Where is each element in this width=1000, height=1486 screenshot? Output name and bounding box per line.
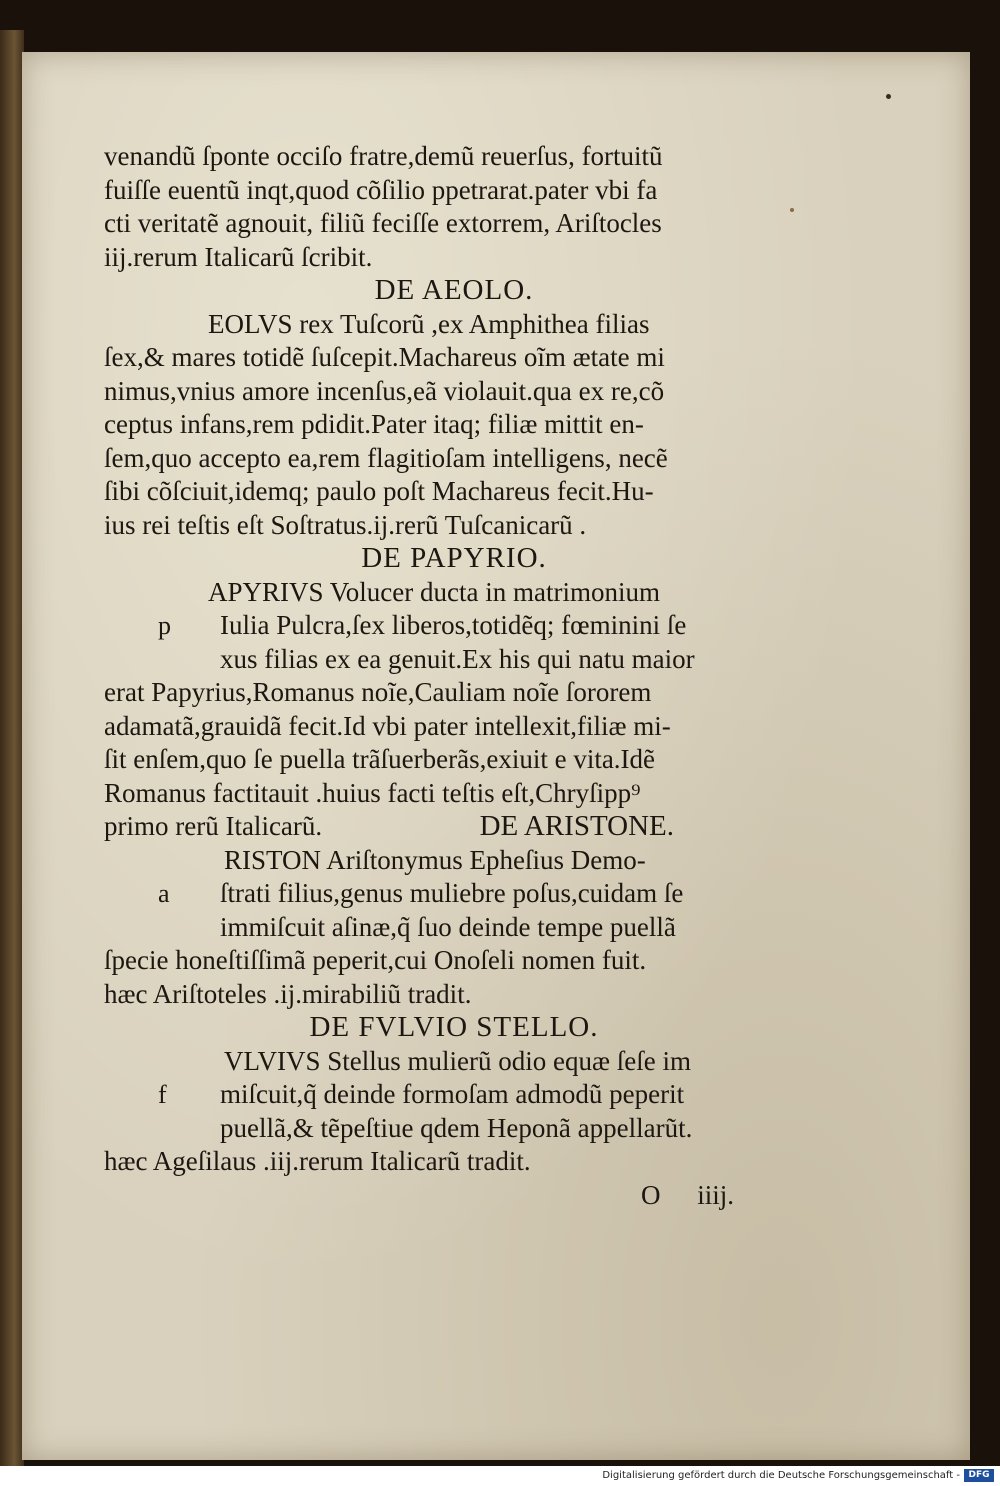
paper-spot	[790, 208, 794, 212]
guide-letter: a	[158, 879, 170, 908]
text-line: ſex,& mares totidẽ ſuſcepit.Machareus oĩm ætate mi	[104, 342, 665, 372]
text-line: erat Papyrius,Romanus noĩe,Cauliam noĩe ſororem	[104, 677, 652, 707]
text-line-content: Iulia Pulcra,ſex liberos,totidẽq; fœminini ſe	[220, 610, 687, 640]
text-line: puellã,& tẽpeſtiue qdem Heponã appellarũt.	[220, 1112, 693, 1143]
section-heading: DE AEOLO.	[374, 274, 534, 306]
text-line: ceptus infans,rem pdidit.Pater itaq; filiæ mittit en-	[104, 409, 644, 439]
text-line: ſpecie honeſtiſſimã peperit,cui Onoſeli nomen fuit.	[104, 945, 647, 975]
text-line: ſem,quo accepto ea,rem flagitioſam intelligens, necẽ	[104, 442, 668, 473]
text-line: Romanus factitauit .huius facti teſtis eſt,Chryſipp⁹	[104, 777, 641, 808]
guide-letter: f	[158, 1080, 167, 1109]
text-line: RISTON Ariſtonymus Epheſius Demo-	[224, 844, 646, 875]
text-line: hæc Ariſtoteles .ij.mirabiliũ tradit.	[104, 978, 472, 1009]
text-line: immiſcuit aſinæ,q̃ ſuo deinde tempe puellã	[220, 911, 676, 942]
text-line-content: miſcuit,q̃ deinde formoſam admodũ peperit	[220, 1079, 685, 1109]
section-heading: DE PAPYRIO.	[361, 542, 547, 574]
text-line	[104, 1078, 784, 1112]
text-line: cti veritatẽ agnouit, filiũ feciſſe extorrem, Ariſtocles	[104, 208, 662, 238]
text-line: fuiſſe euentũ inqt,quod cõſilio ppetrarat.pater vbi fa	[104, 174, 658, 205]
text-line: xus filias ex ea genuit.Ex his qui natu maior	[220, 643, 695, 674]
funding-notice: Digitalisierung gefördert durch die Deutsche Forschungsgemeinschaft -	[602, 1470, 960, 1481]
text-line: ius rei teſtis eſt Soſtratus.ij.rerũ Tuſcanicarũ .	[104, 509, 587, 540]
section-heading: DE ARISTONE.	[479, 810, 674, 842]
text-line: nimus,vnius amore incenſus,eã violauit.qua ex re,cõ	[104, 375, 665, 406]
text-line: APYRIVS Volucer ducta in matrimonium	[208, 576, 660, 607]
text-line: ſibi cõſciuit,idemq; paulo poſt Machareus fecit.Hu-	[104, 476, 654, 506]
guide-letter: p	[158, 611, 171, 640]
signature-letter: O	[640, 1179, 661, 1210]
dfg-logo-icon: DFG	[964, 1469, 994, 1482]
text-line: hæc Ageſilaus .iij.rerum Italicarũ tradit.	[104, 1146, 531, 1176]
text-line: ſit enſem,quo ſe puella trãſuerberãs,exiuit e vita.Idẽ	[104, 744, 656, 774]
text-line-content: primo rerũ Italicarũ.	[104, 811, 323, 841]
section-heading: DE FVLVIO STELLO.	[309, 1011, 599, 1043]
text-line: EOLVS rex Tuſcorũ ,ex Amphithea filias	[208, 308, 650, 339]
book-spine-edge	[0, 30, 24, 1466]
signature-mark	[104, 1179, 784, 1213]
signature-number: iiij.	[697, 1179, 734, 1210]
text-line	[104, 810, 784, 844]
text-line: venandũ ſponte occiſo fratre,demũ reuerſus, fortuitũ	[104, 141, 663, 171]
text-line-content: ſtrati filius,genus muliebre poſus,cuidam ſe	[220, 878, 684, 908]
text-line: iij.rerum Italicarũ ſcribit.	[104, 241, 373, 272]
footer-bar	[0, 1466, 1000, 1486]
text-line	[104, 877, 784, 911]
text-line	[104, 609, 784, 643]
text-line: adamatã,grauidã fecit.Id vbi pater intellexit,filiæ mi-	[104, 710, 671, 741]
paper-spot	[886, 94, 891, 99]
page-text	[104, 140, 784, 1212]
text-line: VLVIVS Stellus mulierũ odio equæ ſeſe im	[224, 1045, 691, 1076]
